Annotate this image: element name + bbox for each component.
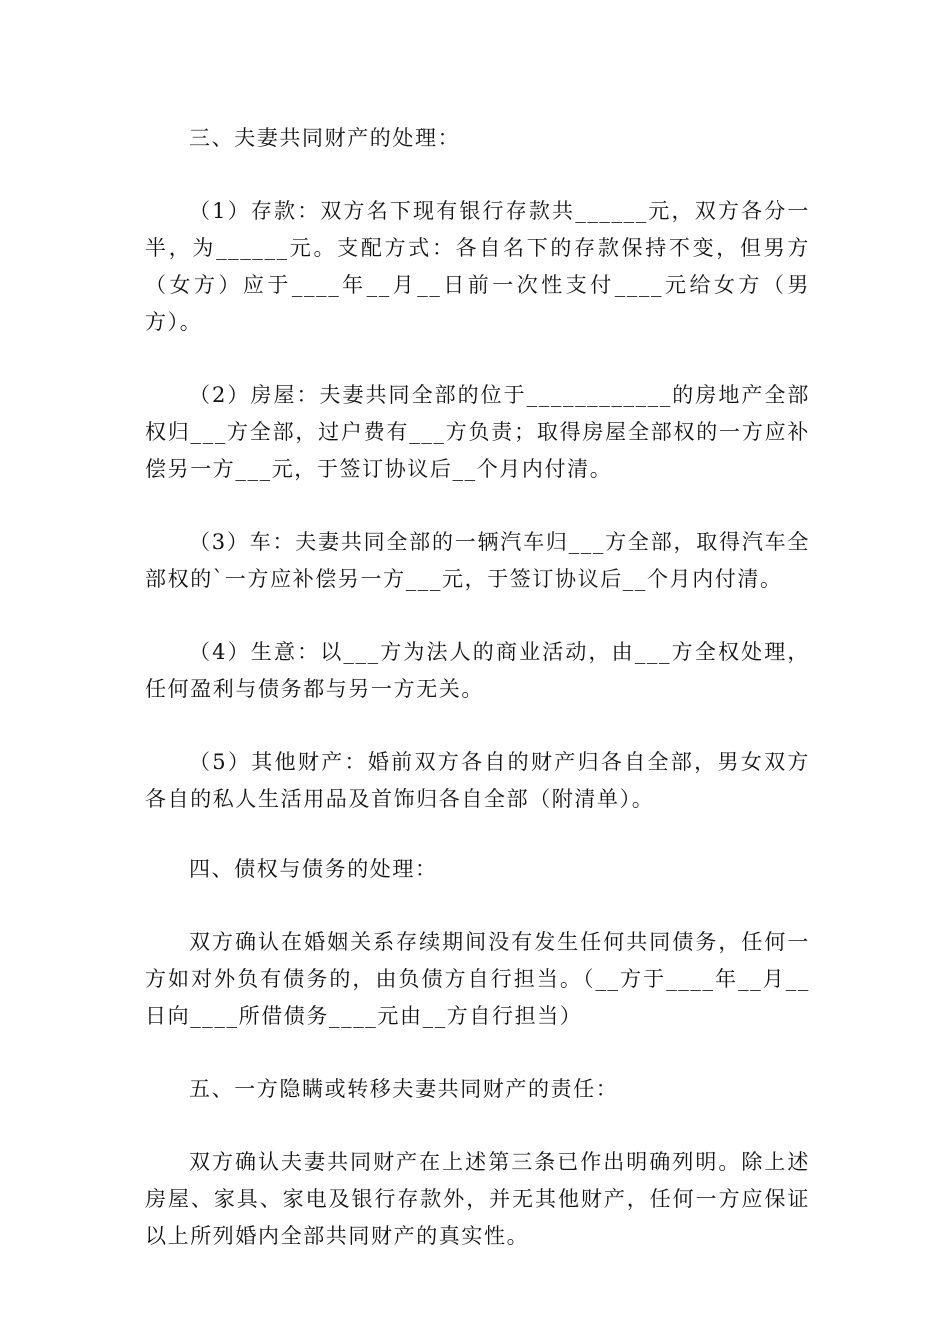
- debts-body: 双方确认在婚姻关系存续期间没有发生任何共同债务，任何一方如对外负有债务的，由负债方自行担当。（__方于____年__月__日向____所借债务____元由__方自行担当）: [145, 930, 810, 1028]
- clause-business: （4）生意：以___方为法人的商业活动，由___方全权处理，任何盈利与债务都与另一方无关。: [145, 640, 810, 701]
- concealment-body: 双方确认夫妻共同财产在上述第三条已作出明确列明。除上述房屋、家具、家电及银行存款外，并无其他财产，任何一方应保证以上所列婚内全部共同财产的真实性。: [145, 1150, 810, 1248]
- paragraph-spacer: [145, 1108, 810, 1144]
- paragraph-spacer: [145, 708, 810, 744]
- paragraph-spacer: [145, 888, 810, 924]
- paragraph-spacer: [145, 157, 810, 193]
- section-heading-debts: 四、债权与债务的处理：: [189, 857, 438, 881]
- paragraph-spacer: [145, 488, 810, 524]
- section-heading-concealment: 五、一方隐瞒或转移夫妻共同财产的责任：: [189, 1077, 619, 1101]
- paragraph-spacer: [145, 818, 810, 851]
- paragraph-spacer: [145, 341, 810, 377]
- paragraph-spacer: [145, 598, 810, 634]
- clause-deposit: （1）存款：双方名下现有银行存款共______元，双方各分一半，为______元。支配方式：各自名下的存款保持不变，但男方（女方）应于____年__月__日前一次性支付____元给女方（男方）。: [145, 199, 810, 334]
- clause-car: （3）车：夫妻共同全部的一辆汽车归___方全部，取得汽车全部权的`一方应补偿另一方___元，于签订协议后__个月内付清。: [145, 530, 810, 591]
- document-page: [145, 120, 810, 1255]
- clause-other-property: （5）其他财产：婚前双方各自的财产归各自全部，男女双方各自的私人生活用品及首饰归各自全部（附清单）。: [145, 750, 810, 811]
- section-heading-property: 三、夫妻共同财产的处理：: [189, 126, 461, 150]
- clause-house: （2）房屋：夫妻共同全部的位于____________的房地产全部权归___方全部，过户费有___方负责；取得房屋全部权的一方应补偿另一方___元，于签订协议后__个月内付清。: [145, 383, 810, 481]
- paragraph-spacer: [145, 1035, 810, 1071]
